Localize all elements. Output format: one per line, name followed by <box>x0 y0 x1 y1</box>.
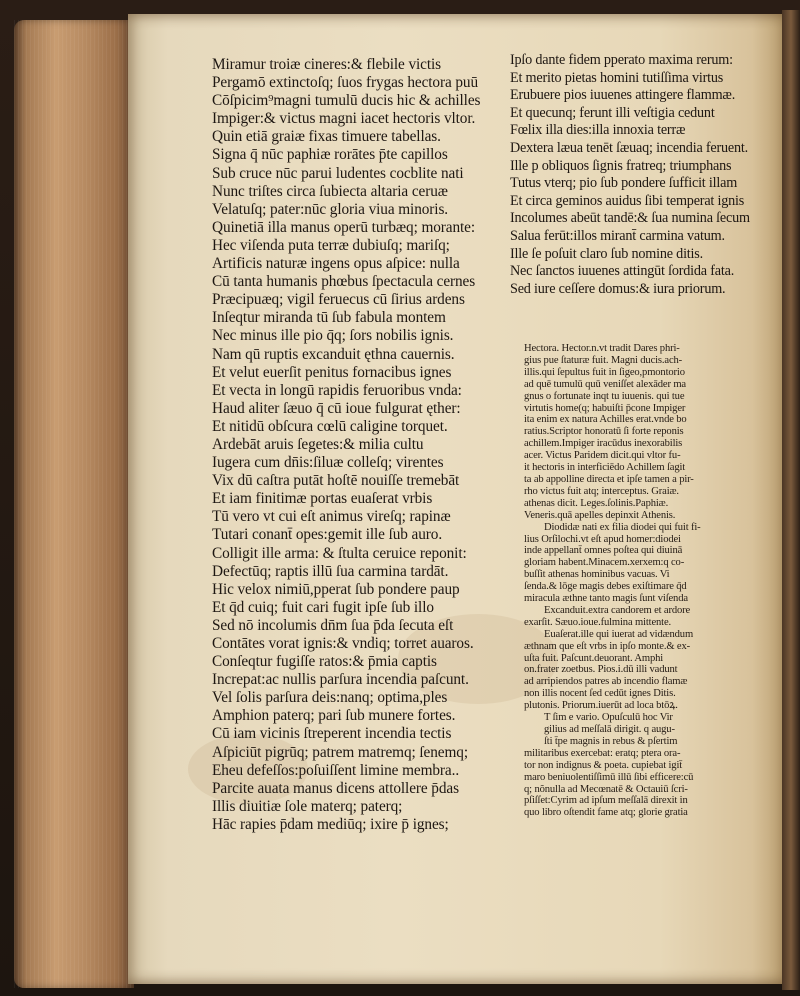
verse-line: Artificis naturæ ingens opus aſpice: nulla <box>212 255 460 273</box>
verse-line: Sub cruce nūc parui ludentes cocblite nati <box>212 164 464 182</box>
verse-line: Colligit ille arma: & ſtulta ceruice reponit: <box>212 544 467 562</box>
verse-line: Signa q̄ nūc paphiæ rorātes p̄te capillos <box>212 146 448 164</box>
verse-line: Tū vero vt cui eſt animus vireſq; rapinæ <box>212 508 451 526</box>
commentary-line: uſta fuit. Paſcunt.deuorant. Amphi <box>524 652 664 664</box>
verse-line: Et velut euerſit penitus fornacibus ignes <box>212 363 452 381</box>
verse-line: Pergamō extinctoſq; ſuos frygas hectora puū <box>212 74 479 92</box>
commentary-line: achillem.Impiger iracūdus inexorabilis <box>524 438 683 450</box>
verse-line: Vel ſolis parſura deis:nanq; optima,ples <box>212 689 448 707</box>
verse-line: Cū tanta humanis phœbus ſpectacula cernes <box>212 273 476 291</box>
verse-line: Et iam finitimæ portas euaſerat vrbis <box>212 490 433 508</box>
verse-column-right <box>510 52 776 298</box>
commentary-line: virtutis home(q; habuiſti p̄cone Impiger <box>524 402 686 414</box>
verse-line: Amphion paterq; pari ſub munere fortes. <box>212 707 456 725</box>
verse-line: Salua ferūt:illos mirant̄ carmina vatum. <box>510 227 725 244</box>
commentary-line: on.frater zoetbus. Pios.i.dū illi vadunt <box>524 664 678 676</box>
commentary-line: tor non indignus & poeta. cupiebat igit̄ <box>524 759 683 771</box>
commentary-line: inde appellant̄ omnes poſtea qui diuinā <box>524 545 683 557</box>
commentary-line: quo libro oſtendit fame atq; glorie gratia <box>524 807 688 819</box>
verse-line: Iugera cum dn̄is:ſiluæ colleſq; virentes <box>212 454 444 472</box>
commentary-block <box>524 343 764 819</box>
verse-line: Conſeqtur fugiſſe ratos:& p̄mia captis <box>212 653 437 671</box>
commentary-line: ta ab appolline directa et ipſe tamen a pir- <box>524 473 694 485</box>
commentary-line: gilius ad meſſalā dirigit. q augu- <box>544 724 675 735</box>
commentary-line: it hectoris in interficiēdo Achillem ſagit <box>524 462 686 474</box>
commentary-line: æthnam que eſt vrbs in ipſo monte.& ex- <box>524 640 690 652</box>
commentary-line: T ſim e vario. Opuſculū hoc Vir <box>544 712 673 724</box>
verse-line: Defectūq; raptis illū ſua carmina tardāt. <box>212 562 449 580</box>
verse-line: Increpat:ac nullis parſura incendia paſcunt. <box>212 671 469 689</box>
verse-line: Velatuſq; pater:nūc gloria viua minoris. <box>212 200 449 218</box>
verse-line: Dextera læua tenēt ſæuaq; incendia feruent. <box>510 139 749 156</box>
verse-line: Quin etiā graiæ fixas timuere tabellas. <box>212 128 441 146</box>
commentary-line: miracula æthne tanto magis ſunt viſenda <box>524 593 688 605</box>
commentary-line: ad arripiendos patres ab incendio flamæ <box>524 676 688 688</box>
verse-line: Sed nō incolumis dn̄m ſua p̄da ſecuta eſt <box>212 616 454 634</box>
verse-line: Miramur troiæ cineres:& flebile victis <box>212 56 441 73</box>
verse-column-left <box>212 56 512 834</box>
verse-line: Ille ſe poſuit claro ſub nomine ditis. <box>510 245 703 262</box>
verse-line: Et merito pietas homini tutiſſima virtus <box>510 69 724 86</box>
verse-line: Nunc triſtes circa ſubiecta altaria ceruæ <box>212 182 448 200</box>
commentary-line: ſenda.& lōge magis debes exiſtimare q̄d <box>524 581 687 593</box>
verse-line: Et nitidū obſcura cœlū caligine torquet. <box>212 417 448 435</box>
commentary-line: Hectora. Hector.n.vt tradit Dares phri- <box>524 343 680 354</box>
commentary-line: maro beniuolentiſſimū illū ſibi efficere:cū <box>524 771 694 783</box>
commentary-line: Veneris.quā apelles depinxit Athenis. <box>524 509 676 521</box>
commentary-line: illis.qui ſepultus fuit in ſigeo,pmontorio <box>524 366 685 378</box>
verse-line: Et quecunq; ferunt illi veſtigia cedunt <box>510 104 715 121</box>
verse-line: Sed iure ceſſere domus:& iura priorum. <box>510 280 726 297</box>
commentary-line: gloriam habent.Minacem.xerxem:q co- <box>524 557 685 569</box>
verse-line: Incolumes abeūt tandē:& ſua numina ſecum <box>510 210 750 227</box>
verse-line: Haud aliter ſæuo q̄ cū ioue fulgurat ęther: <box>212 399 461 417</box>
verse-line: Ipſo dante fidem pperato maxima rerum: <box>510 52 733 68</box>
verse-line: Ardebāt aruis ſegetes:& milia cultu <box>212 435 424 453</box>
verse-line: Et vecta in longū rapidis feruoribus vnda: <box>212 381 462 399</box>
verse-line: Hic velox nimiū,pperat ſub pondere paup <box>212 580 460 598</box>
commentary-line: pſiſſet:Cyrim ad ipſum meſſalā direxit in <box>524 795 688 807</box>
verse-line: Nam qū ruptis excanduit ęthna cauernis. <box>212 345 455 363</box>
commentary-line: gnus o fortunate inqt tu iuuenis. qui tue <box>524 390 685 402</box>
verse-line: Erubuere pios iuuenes attingere flammæ. <box>510 87 736 104</box>
verse-line: Parcite auata manus dicens attollere p̄das <box>212 779 459 797</box>
commentary-line: non illis nocent ſed cedūt ignes Ditis. <box>524 688 676 700</box>
verse-line: Contātes vorat ignis:& vndiq; torret auaros. <box>212 635 474 652</box>
verse-line: Eheu defeſſos:poſuiſſent limine membra.. <box>212 761 460 779</box>
verse-line: Inſeqtur miranda tū ſub fabula montem <box>212 309 446 327</box>
commentary-line: exarſit. Sæuo.ioue.fulmina mittente. <box>524 616 672 628</box>
book-page-edges <box>14 20 134 988</box>
commentary-line: Diodidæ nati ex filia diodei qui fuit fi- <box>544 521 701 533</box>
commentary-line: acer. Victus Paridem dicit.qui vltor fu- <box>524 450 681 462</box>
verse-line: Nec minus ille pio q̄q; ſors nobilis ignis. <box>212 327 454 345</box>
verse-line: Impiger:& victus magni iacet hectoris vltor. <box>212 110 476 128</box>
verse-line: Hāc rapies p̄dam mediūq; ixire p̄ ignes; <box>212 815 449 833</box>
commentary-line: ſti t̄pe magnis in rebus & pſertim <box>544 735 678 747</box>
commentary-line: gius pue ſtaturæ fuit. Magni ducis.ach- <box>524 354 683 366</box>
verse-line: Præcipuæq; vigil feruecus cū ſirius ardens <box>212 291 465 309</box>
verse-line: Hec viſenda puta terræ dubiuſq; mariſq; <box>212 236 450 254</box>
commentary-line: athenas dicit. Leges.ſolinis.Paphiæ. <box>524 497 669 509</box>
page-edge-texture <box>14 20 134 988</box>
commentary-line: ad quē tumulū quū veniſſet alexāder ma <box>524 378 686 390</box>
verse-line: Cōſpicim⁹magni tumulū ducis hic & achilles <box>212 92 481 110</box>
verse-line: Quinetiā illa manus operū turbæq; morante: <box>212 218 476 236</box>
commentary-line: buſſit athenas hominibus vacuas. Vi <box>524 569 670 581</box>
verse-line: Aſpiciūt pigrūq; patrem matremq; ſenemq; <box>212 743 468 761</box>
verse-line: Illis diuitiæ ſole materq; paterq; <box>212 797 403 815</box>
verse-line: Ille p obliquos ſignis fratreq; triumphans <box>510 157 732 174</box>
commentary-line: ita enim ex natura Achilles erat.vnde bo <box>524 414 687 426</box>
commentary-line: lius Orſilochi.vt eſt apud homer:diodei <box>524 533 681 545</box>
commentary-line: Euaſerat.ille qui iuerat ad vidændum <box>544 628 694 640</box>
commentary-line: q; nõnulla ad Mecœnatē & Octauiū ſcri- <box>524 783 688 795</box>
verse-line: Vix dū caſtra putāt hoſtē nouiſſe tremebāt <box>212 472 460 490</box>
commentary-line: militaribus exercebat: eratq; ptera ora- <box>524 747 681 759</box>
verse-line: Tutus vterq; pio ſub pondere ſufficit illam <box>510 175 738 192</box>
verse-line: Tutari conant̄ opes:gemit ille ſub auro. <box>212 526 443 544</box>
commentary-line: rho victus fuit atq; interceptus. Graiæ. <box>524 485 679 497</box>
verse-line: Cū iam vicinis ſtreperent incendia tectis <box>212 725 452 743</box>
verse-line: Et circa geminos auidus ſibi temperat ignis <box>510 192 745 209</box>
verse-line: Nec ſanctos iuuenes attingūt ſordida fata. <box>510 263 735 280</box>
right-binding-edge <box>782 10 800 990</box>
commentary-line: ratius.Scriptor honoratū ſi forte reponis <box>524 426 684 438</box>
verse-line: Et q̄d cuiq; fuit cari fugit ipſe ſub illo <box>212 598 434 616</box>
commentary-line: plutonis. Priorum.iuerūt ad loca btōꝝ. <box>524 700 678 712</box>
commentary-line: Excanduit.extra candorem et ardore <box>544 604 691 616</box>
verse-line: Fœlix illa dies:illa innoxia terræ <box>510 122 686 139</box>
